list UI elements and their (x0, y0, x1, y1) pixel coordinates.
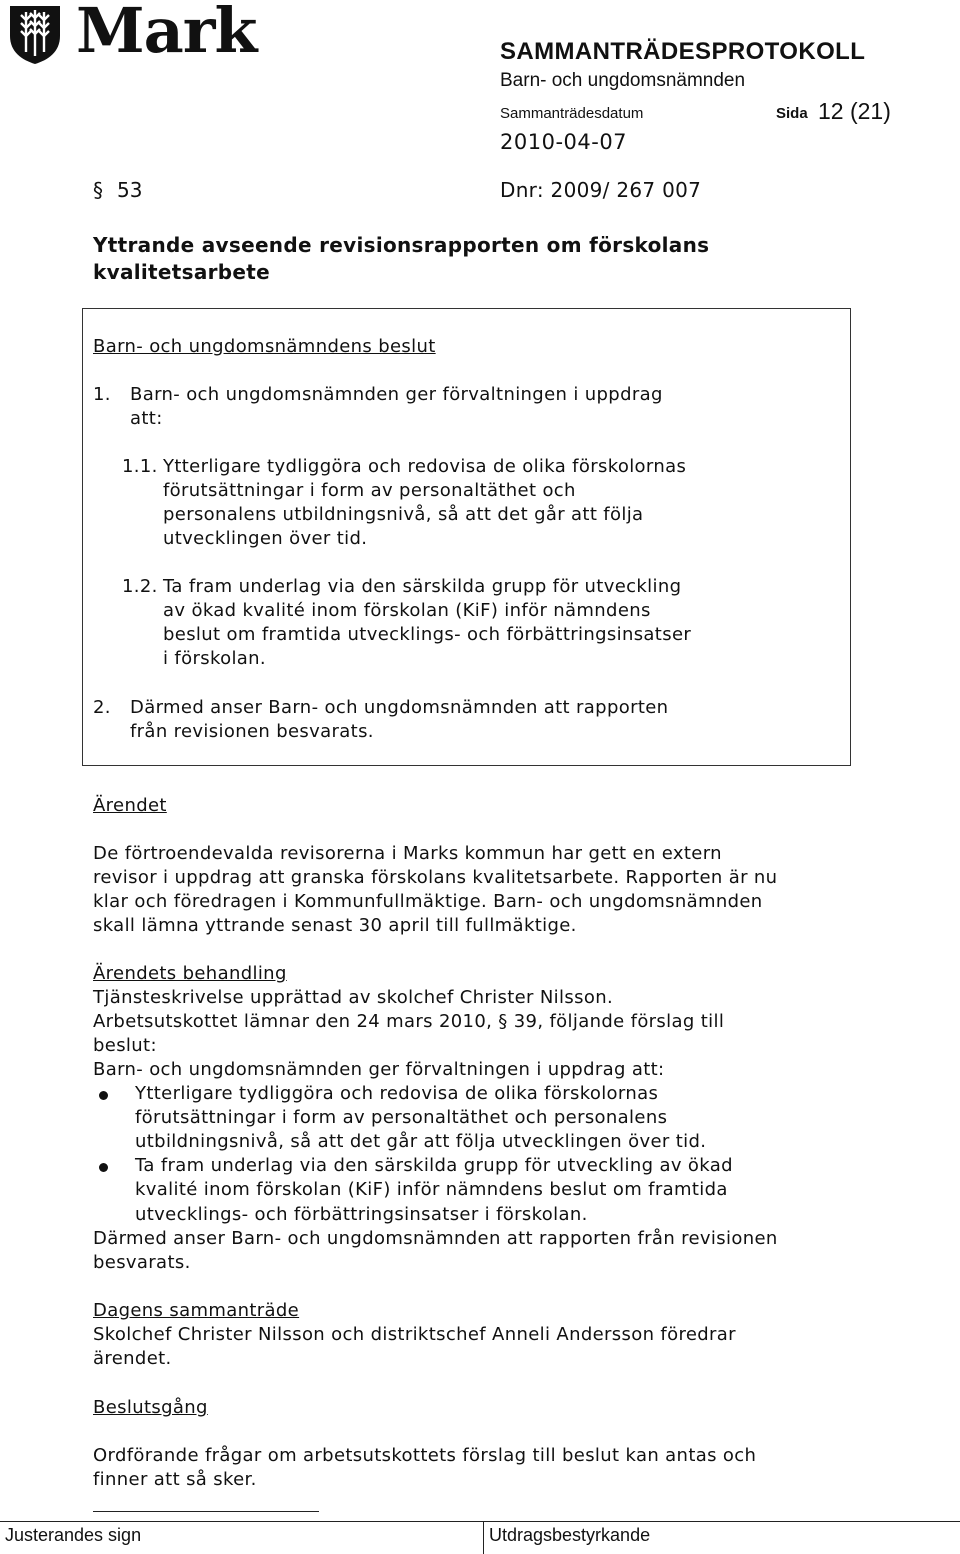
body-line: ärendet. (93, 1348, 172, 1369)
document-type: SAMMANTRÄDESPROTOKOLL (500, 38, 866, 65)
decision-heading: Barn- och ungdomsnämndens beslut (93, 336, 436, 357)
committee-name: Barn- och ungdomsnämnden (500, 70, 746, 91)
body-line: finner att så sker. (93, 1469, 257, 1490)
body-line: beslut: (93, 1035, 157, 1056)
body-line: De förtroendevalda revisorerna i Marks kommun har gett en extern (93, 843, 722, 864)
body-line: Tjänsteskrivelse upprättad av skolchef Christer Nilsson. (93, 987, 614, 1008)
body-line: Ordförande frågar om arbetsutskottets förslag till beslut kan antas och (93, 1445, 757, 1466)
decision-subitem-text: förutsättningar i form av personaltäthet och (163, 480, 576, 501)
case-title (93, 232, 813, 286)
decision-subitem-text: beslut om framtida utvecklings- och förbättringsinsatser (163, 624, 692, 645)
section-heading-dagens: Dagens sammanträde (93, 1300, 300, 1321)
bullet-line: kvalité inom förskolan (KiF) inför nämndens beslut om framtida (135, 1179, 728, 1200)
page-number: 12 (21) (818, 98, 891, 124)
bullet-icon (99, 1091, 108, 1100)
decision-subitem-text: i förskolan. (163, 648, 267, 669)
paragraph-symbol: § (93, 178, 103, 202)
section-heading-beslutsgang: Beslutsgång (93, 1397, 208, 1418)
decision-subitem-text: av ökad kvalité inom förskolan (KiF) inför nämndens (163, 600, 651, 621)
footer-signature-label: Justerandes sign (5, 1525, 142, 1545)
paragraph-number: 53 (117, 178, 143, 202)
decision-item-text: att: (130, 408, 163, 429)
case-title-line: kvalitetsarbete (93, 260, 270, 284)
page-label: Sida (776, 105, 808, 122)
decision-item-number: 2. (93, 697, 111, 718)
decision-subitem-text: utvecklingen över tid. (163, 528, 368, 549)
municipality-crest-icon (4, 2, 66, 68)
decision-item-text: från revisionen besvarats. (130, 721, 374, 742)
meeting-date: 2010-04-07 (500, 130, 628, 154)
decision-item-text: Därmed anser Barn- och ungdomsnämnden att rapporten (130, 697, 669, 718)
logo-wordmark: Mark (76, 0, 257, 67)
body-line: skall lämna yttrande senast 30 april till fullmäktige. (93, 915, 577, 936)
footer-certification-label: Utdragsbestyrkande (489, 1525, 651, 1545)
bullet-line: utbildningsnivå, så att det går att följa utvecklingen över tid. (135, 1131, 707, 1152)
body-line: Arbetsutskottet lämnar den 24 mars 2010, § 39, följande förslag till (93, 1011, 725, 1032)
decision-subitem-number: 1.2. (122, 576, 158, 597)
bullet-icon (99, 1163, 108, 1172)
section-heading-arendet: Ärendet (93, 795, 167, 816)
decision-subitem-number: 1.1. (122, 456, 158, 477)
bullet-line: Ta fram underlag via den särskilda grupp för utveckling av ökad (135, 1155, 733, 1176)
meeting-date-label: Sammanträdesdatum (500, 105, 644, 122)
decision-subitem-text: Ta fram underlag via den särskilda grupp för utveckling (163, 576, 682, 597)
body-line: Därmed anser Barn- och ungdomsnämnden att rapporten från revisionen (93, 1228, 778, 1249)
body-line: Barn- och ungdomsnämnden ger förvaltningen i uppdrag att: (93, 1059, 665, 1080)
footer-column-divider (483, 1521, 484, 1554)
body-line: besvarats. (93, 1252, 191, 1273)
body-line: revisor i uppdrag att granska förskolans kvalitetsarbete. Rapporten är nu (93, 867, 778, 888)
decision-subitem-text: Ytterligare tydliggöra och redovisa de olika förskolornas (163, 456, 687, 477)
decision-item-number: 1. (93, 384, 111, 405)
bullet-line: utvecklings- och förbättringsinsatser i förskolan. (135, 1204, 588, 1225)
body-line: Skolchef Christer Nilsson och distriktschef Anneli Andersson föredrar (93, 1324, 736, 1345)
case-title-line: Yttrande avseende revisionsrapporten om förskolans (93, 233, 710, 257)
footer-divider-line (0, 1521, 960, 1522)
signature-rule (93, 1511, 319, 1512)
bullet-line: Ytterligare tydliggöra och redovisa de olika förskolornas (135, 1083, 659, 1104)
case-number: Dnr: 2009/ 267 007 (500, 178, 702, 202)
section-heading-behandling: Ärendets behandling (93, 963, 287, 984)
decision-item-text: Barn- och ungdomsnämnden ger förvaltningen i uppdrag (130, 384, 663, 405)
bullet-line: förutsättningar i form av personaltäthet och personalens (135, 1107, 668, 1128)
decision-subitem-text: personalens utbildningsnivå, så att det går att följa (163, 504, 644, 525)
body-line: klar och föredragen i Kommunfullmäktige. Barn- och ungdomsnämnden (93, 891, 763, 912)
